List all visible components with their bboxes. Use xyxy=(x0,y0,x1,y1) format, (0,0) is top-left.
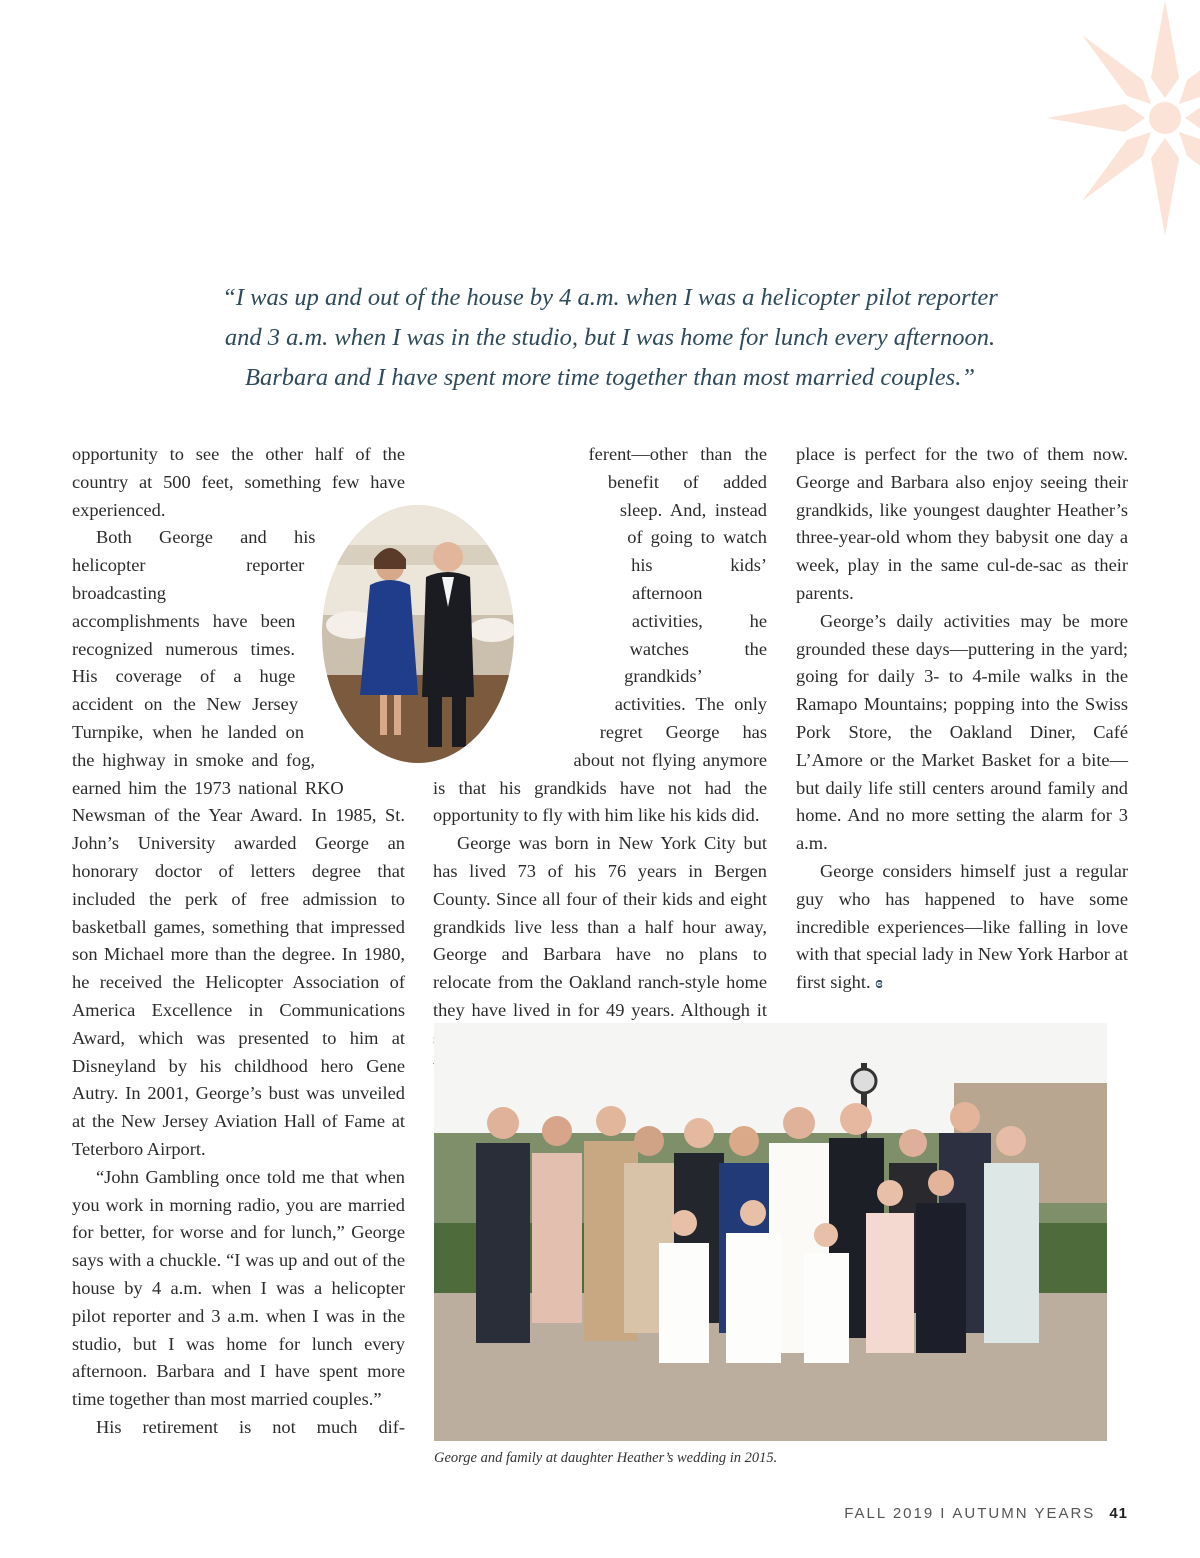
paragraph xyxy=(796,858,1128,997)
paragraph: Both George and his helicopter reporter broadcasting accomplishments have been recognized numerous times. His coverage of a huge accident on the New Jersey Turnpike, when he landed on the highway in smoke and fog, earned him the 1973 national RKO Newsman of the Year Award. In 1985, St. John’s University awarded George an honorary doctor of letters degree that included the perk of free admission to basketball games, something that impressed son Michael more than the degree. In 1980, he received the Helicopter Association of America Excellence in Communications Award, which was presented to him at Disneyland by his childhood hero Gene Autry. In 2001, George’s bust was unveiled at the New Jersey Aviation Hall of Fame at Teterboro Airport. xyxy=(72,527,405,1159)
footer-publication: AUTUMN YEARS xyxy=(952,1505,1096,1522)
paragraph: opportunity to see the other half of the country at 500 feet, something few have experienced. xyxy=(72,444,405,520)
article-column-2 xyxy=(433,441,767,1080)
end-mark-icon: ɞ xyxy=(875,973,883,993)
pull-quote-line-1: “I was up and out of the house by 4 a.m. when I was a helicopter pilot reporter xyxy=(222,284,998,311)
couple-photo xyxy=(322,505,514,763)
decorative-star-icon xyxy=(1040,0,1200,280)
paragraph: ferent—other than the benefit of added sleep. And, instead of going to watch his kids’ afternoon activities, he watches the grandkids’ activities. The only regret George has about not flying anymore is that his grandkids have not had the opportunity to fly with him like his kids did. xyxy=(433,444,767,826)
page-footer xyxy=(844,1505,1128,1522)
page-number: 41 xyxy=(1109,1505,1128,1522)
pull-quote-line-3: Barbara and I have spent more time together than most married couples.” xyxy=(245,364,975,391)
paragraph: “John Gambling once told me that when you work in morning radio, you are married for better, for worse and for lunch,” George says with a chuckle. “I was up and out of the house by 4 a.m. when I was a helicopter pilot reporter and 3 a.m. when I was in the studio, but I was home for lunch every afternoon. Barbara and I have spent more time together than most married couples.” xyxy=(72,1166,405,1410)
pull-quote-line-2: and 3 a.m. when I was in the studio, but I was home for lunch every afternoon. xyxy=(224,324,996,351)
family-wedding-photo xyxy=(434,1023,1107,1441)
article-column-3 xyxy=(796,441,1128,997)
paragraph-text: George considers himself just a regular guy who has happened to have some incredible experiences—like falling in love with that special lady in New York Harbor at first sight. xyxy=(796,860,1128,993)
paragraph: His retirement is not much dif- xyxy=(96,1416,405,1437)
pull-quote xyxy=(190,278,1030,398)
paragraph: George was born in New York City but has lived 73 of his 76 years in Bergen County. Since all four of their kids and eight grandkids live less than a half hour away, George and Barbara have no plans to relocate from the Oakland ranch-style home they have lived in for 49 years. Although it xyxy=(433,833,767,1020)
paragraph: place is perfect for the two of them now. George and Barbara also enjoy seeing their grandkids, like youngest daughter Heather’s three-year-old whom they babysit one day a week, play in the same cul-de-sac as their parents. xyxy=(796,444,1128,603)
photo-caption: George and family at daughter Heather’s wedding in 2015. xyxy=(434,1450,778,1466)
footer-separator: I xyxy=(940,1505,947,1522)
paragraph: George’s daily activities may be more grounded these days—puttering in the yard; going for daily 3- to 4-mile walks in the Ramapo Mountains; popping into the Swiss Pork Store, the Oakland Diner, Café L’Amore or the Market Basket for a bite—but daily life still centers around family and home. And no more setting the alarm for 3 a.m. xyxy=(796,610,1128,854)
footer-issue: FALL 2019 xyxy=(844,1505,935,1522)
